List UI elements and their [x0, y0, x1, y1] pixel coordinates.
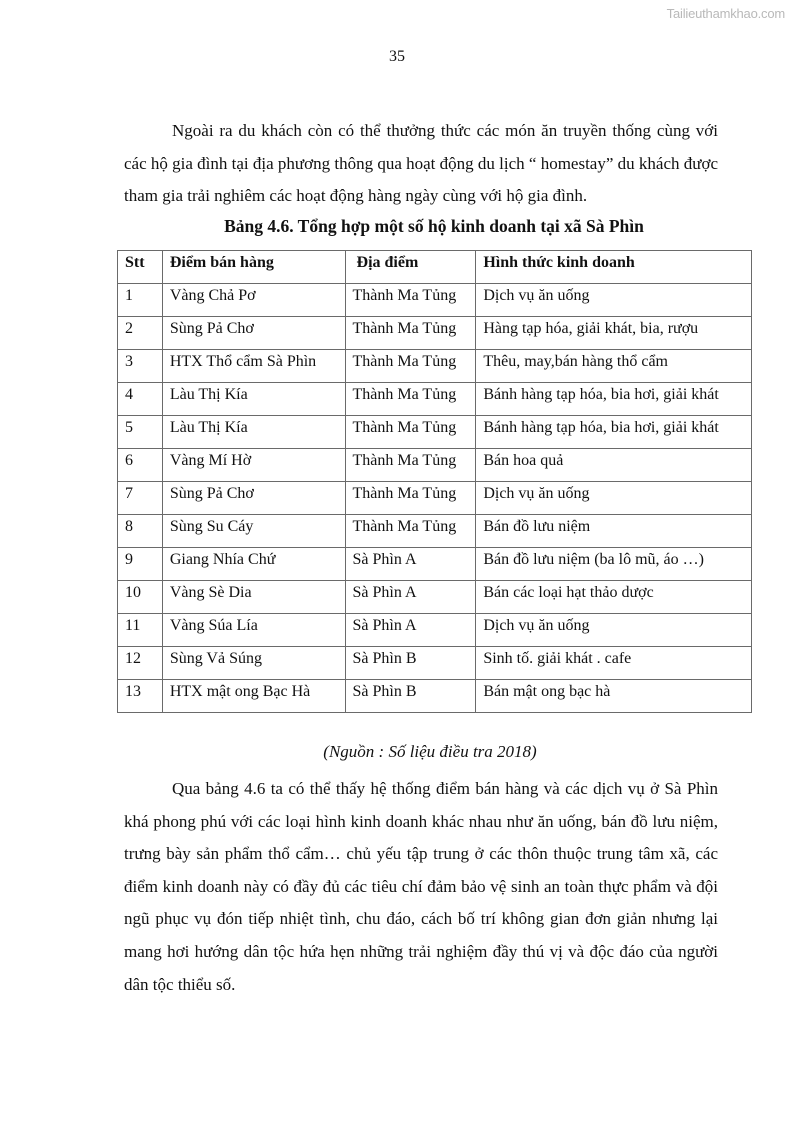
- cell-business: Hàng tạp hóa, giải khát, bia, rượu: [476, 317, 752, 350]
- cell-name: Sùng Pả Chơ: [162, 317, 345, 350]
- cell-name: HTX Thổ cẩm Sà Phìn: [162, 350, 345, 383]
- cell-stt: 5: [118, 416, 163, 449]
- cell-name: Vàng Sè Dia: [162, 581, 345, 614]
- cell-business: Bánh hàng tạp hóa, bia hơi, giải khát: [476, 416, 752, 449]
- cell-business: Sinh tố. giải khát . cafe: [476, 647, 752, 680]
- cell-name: Làu Thị Kía: [162, 416, 345, 449]
- cell-stt: 7: [118, 482, 163, 515]
- cell-business: Dịch vụ ăn uống: [476, 614, 752, 647]
- cell-business: Bán mật ong bạc hà: [476, 680, 752, 713]
- header-point-of-sale: Điểm bán hàng: [162, 251, 345, 284]
- cell-stt: 13: [118, 680, 163, 713]
- cell-stt: 2: [118, 317, 163, 350]
- cell-stt: 11: [118, 614, 163, 647]
- cell-stt: 9: [118, 548, 163, 581]
- table-row: [118, 647, 752, 680]
- table-row: [118, 317, 752, 350]
- cell-stt: 3: [118, 350, 163, 383]
- cell-name: Sùng Pả Chơ: [162, 482, 345, 515]
- cell-business: Bán các loại hạt thảo dược: [476, 581, 752, 614]
- table-row: [118, 449, 752, 482]
- cell-location: Sà Phìn A: [345, 548, 476, 581]
- cell-name: Làu Thị Kía: [162, 383, 345, 416]
- cell-business: Dịch vụ ăn uống: [476, 482, 752, 515]
- cell-location: Sà Phìn B: [345, 680, 476, 713]
- header-business-type: Hình thức kinh doanh: [476, 251, 752, 284]
- analysis-paragraph-text: Qua bảng 4.6 ta có thể thấy hệ thống điểm bán hàng và các dịch vụ ở Sà Phìn khá phong phú với các loại hình kinh doanh khác nhau như ăn uống, bán đồ lưu niệm, trưng bày sản phẩm thổ cẩm… chủ yếu tập trung ở các thôn thuộc trung tâm xã, các điểm kinh doanh này có đầy đủ các tiêu chí đảm bảo vệ sinh an toàn thực phẩm và đội ngũ phục vụ đón tiếp nhiệt tình, chu đáo, cách bố trí không gian đơn giản nhưng lại mang hơi hướng dân tộc hứa hẹn những trải nghiệm đầy thú vị và độc đáo của người dân tộc thiểu số.: [124, 779, 718, 994]
- cell-business: Bán đồ lưu niệm: [476, 515, 752, 548]
- cell-name: Sùng Vả Súng: [162, 647, 345, 680]
- table-row: [118, 350, 752, 383]
- business-table: [117, 250, 752, 713]
- header-stt: Stt: [118, 251, 163, 284]
- table-header-row: [118, 251, 752, 284]
- cell-location: Thành Ma Tủng: [345, 317, 476, 350]
- table-row: [118, 482, 752, 515]
- cell-location: Thành Ma Tủng: [345, 515, 476, 548]
- cell-business: Bán hoa quả: [476, 449, 752, 482]
- cell-location: Thành Ma Tủng: [345, 482, 476, 515]
- table-row: [118, 284, 752, 317]
- cell-name: Sùng Su Cáy: [162, 515, 345, 548]
- cell-stt: 12: [118, 647, 163, 680]
- table-row: [118, 614, 752, 647]
- cell-location: Thành Ma Tủng: [345, 383, 476, 416]
- cell-location: Thành Ma Tủng: [345, 449, 476, 482]
- cell-business: Dịch vụ ăn uống: [476, 284, 752, 317]
- cell-location: Sà Phìn B: [345, 647, 476, 680]
- cell-location: Thành Ma Tủng: [345, 284, 476, 317]
- cell-stt: 10: [118, 581, 163, 614]
- table-row: [118, 515, 752, 548]
- cell-location: Thành Ma Tủng: [345, 416, 476, 449]
- table-row: [118, 548, 752, 581]
- cell-stt: 4: [118, 383, 163, 416]
- table-title: Bảng 4.6. Tổng hợp một số hộ kinh doanh tại xã Sà Phìn: [224, 216, 644, 236]
- cell-business: Thêu, may,bán hàng thổ cẩm: [476, 350, 752, 383]
- table-row: [118, 581, 752, 614]
- table-source-note: (Nguồn : Số liệu điều tra 2018): [323, 742, 537, 761]
- page-number: 35: [389, 48, 405, 65]
- cell-stt: 1: [118, 284, 163, 317]
- cell-name: Vàng Chả Pơ: [162, 284, 345, 317]
- cell-stt: 6: [118, 449, 163, 482]
- header-location: Địa điểm: [345, 251, 476, 284]
- intro-paragraph: [124, 115, 718, 213]
- cell-business: Bán đồ lưu niệm (ba lô mũ, áo …): [476, 548, 752, 581]
- cell-location: Thành Ma Tủng: [345, 350, 476, 383]
- watermark: Tailieuthamkhao.com: [666, 6, 785, 21]
- cell-name: Vàng Súa Lía: [162, 614, 345, 647]
- cell-name: Giang Nhía Chứ: [162, 548, 345, 581]
- table-row: [118, 416, 752, 449]
- cell-business: Bánh hàng tạp hóa, bia hơi, giải khát: [476, 383, 752, 416]
- cell-location: Sà Phìn A: [345, 614, 476, 647]
- cell-name: HTX mật ong Bạc Hà: [162, 680, 345, 713]
- cell-stt: 8: [118, 515, 163, 548]
- cell-name: Vàng Mí Hờ: [162, 449, 345, 482]
- table-row: [118, 383, 752, 416]
- analysis-paragraph: [124, 773, 718, 1001]
- cell-location: Sà Phìn A: [345, 581, 476, 614]
- table-row: [118, 680, 752, 713]
- intro-paragraph-text: Ngoài ra du khách còn có thể thưởng thức các món ăn truyền thống cùng với các hộ gia đình tại địa phương thông qua hoạt động du lịch “ homestay” du khách được tham gia trải nghiêm các hoạt động hàng ngày cùng với hộ gia đình.: [124, 121, 718, 206]
